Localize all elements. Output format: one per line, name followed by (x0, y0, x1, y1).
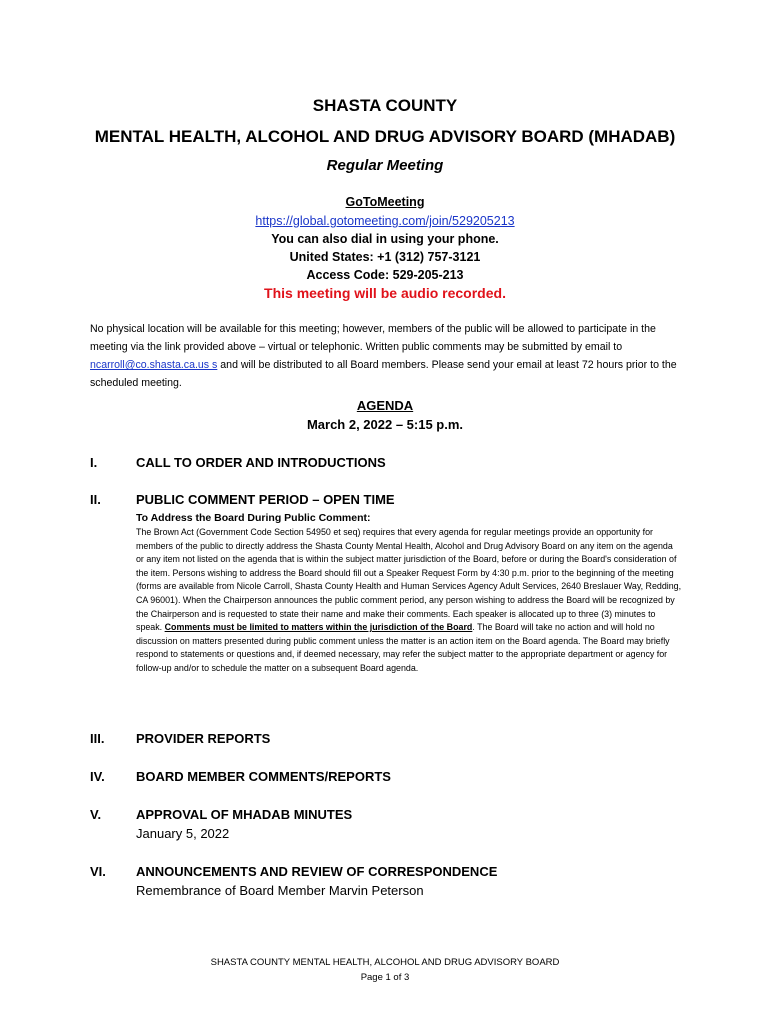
email-link[interactable]: ncarroll@co.shasta.ca.us s (90, 359, 218, 371)
agenda-item-title: PUBLIC COMMENT PERIOD – OPEN TIME (136, 492, 395, 507)
notice-text-start: No physical location will be available for this meeting; however, members of the public will be allowed to participate in the meeting via the link provided above – virtual or telephonic. Written public comments may be submitted by email to (90, 323, 656, 353)
agenda-title: AGENDA (356, 398, 414, 413)
public-comment-text-end: . The Board will take no action and will hold no discussion on matters presented during public comment unless the matter is an action item on the Board agenda. The Board may briefly respond to statements or questions and, if deemed necessary, may refer the subject matter to the appropriate department or agency for follow-up and/or to schedule the matter on a subsequent Board agenda. (136, 622, 670, 673)
meeting-platform: GoToMeeting (345, 195, 425, 209)
dial-in-text: You can also dial in using your phone. (271, 232, 499, 246)
access-code: Access Code: 529-205-213 (306, 268, 464, 282)
board-title: MENTAL HEALTH, ALCOHOL AND DRUG ADVISORY BOARD (MHADAB) (94, 127, 676, 146)
agenda-item-title: BOARD MEMBER COMMENTS/REPORTS (136, 769, 391, 784)
page-number: Page 1 of 3 (360, 972, 410, 983)
agenda-item-title: ANNOUNCEMENTS AND REVIEW OF CORRESPONDENCE (136, 864, 498, 879)
agenda-date: March 2, 2022 – 5:15 p.m. (306, 417, 464, 432)
agenda-item-number: IV. (90, 769, 105, 784)
public-comment-subtitle: To Address the Board During Public Comment: (136, 512, 371, 524)
recording-notice: This meeting will be audio recorded. (264, 285, 506, 301)
agenda-item-number: VI. (90, 864, 106, 879)
meeting-link[interactable]: https://global.gotomeeting.com/join/529205213 (255, 214, 515, 228)
agenda-item-number: V. (90, 807, 102, 822)
public-comment-text-start: The Brown Act (Government Code Section 54950 et seq) requires that every agenda for regular meetings provide an opportunity for members of the public to directly address the Shasta County Mental Health, Alcohol and Drug Advisory Board on any item on the agenda or any item not listed on the agenda that is within the subject matter jurisdiction of the Board, before or during the Board's consideration of the item. Persons wishing to address the Board should fill out a Speaker Request Form by 4:30 p.m. prior to the beginning of the meeting (forms are available from Nicole Carroll, Shasta County Health and Human Services Agency Adult Services, 2640 Breslauer Way, Redding, CA 96001). When the Chairperson announces the public comment period, any person wishing to address the Board will be recognized by the Chairperson and is requested to state their name and make their comments. Each speaker is allocated up to three (3) minutes to speak. (136, 527, 682, 633)
agenda-item-number: I. (90, 455, 98, 470)
public-comment-emphasis: Comments must be limited to matters within the jurisdiction of the Board (164, 622, 473, 633)
notice-text-end: and will be distributed to all Board members. Please send your email at least 72 hours prior to the scheduled meeting. (90, 359, 677, 389)
agenda-item-number: II. (90, 492, 101, 507)
participation-notice (90, 320, 684, 392)
phone-number: United States: +1 (312) 757-3121 (289, 250, 481, 264)
agenda-item-detail: Remembrance of Board Member Marvin Peterson (136, 883, 424, 898)
agenda-item-title: CALL TO ORDER AND INTRODUCTIONS (136, 455, 386, 470)
agenda-item-title: APPROVAL OF MHADAB MINUTES (136, 807, 353, 822)
footer-title: SHASTA COUNTY MENTAL HEALTH, ALCOHOL AND DRUG ADVISORY BOARD (210, 957, 560, 968)
agenda-item-detail: January 5, 2022 (136, 826, 230, 841)
meeting-type: Regular Meeting (326, 157, 444, 174)
county-title: SHASTA COUNTY (312, 96, 458, 115)
agenda-item-title: PROVIDER REPORTS (136, 731, 271, 746)
public-comment-body (136, 526, 682, 676)
agenda-item-number: III. (90, 731, 105, 746)
